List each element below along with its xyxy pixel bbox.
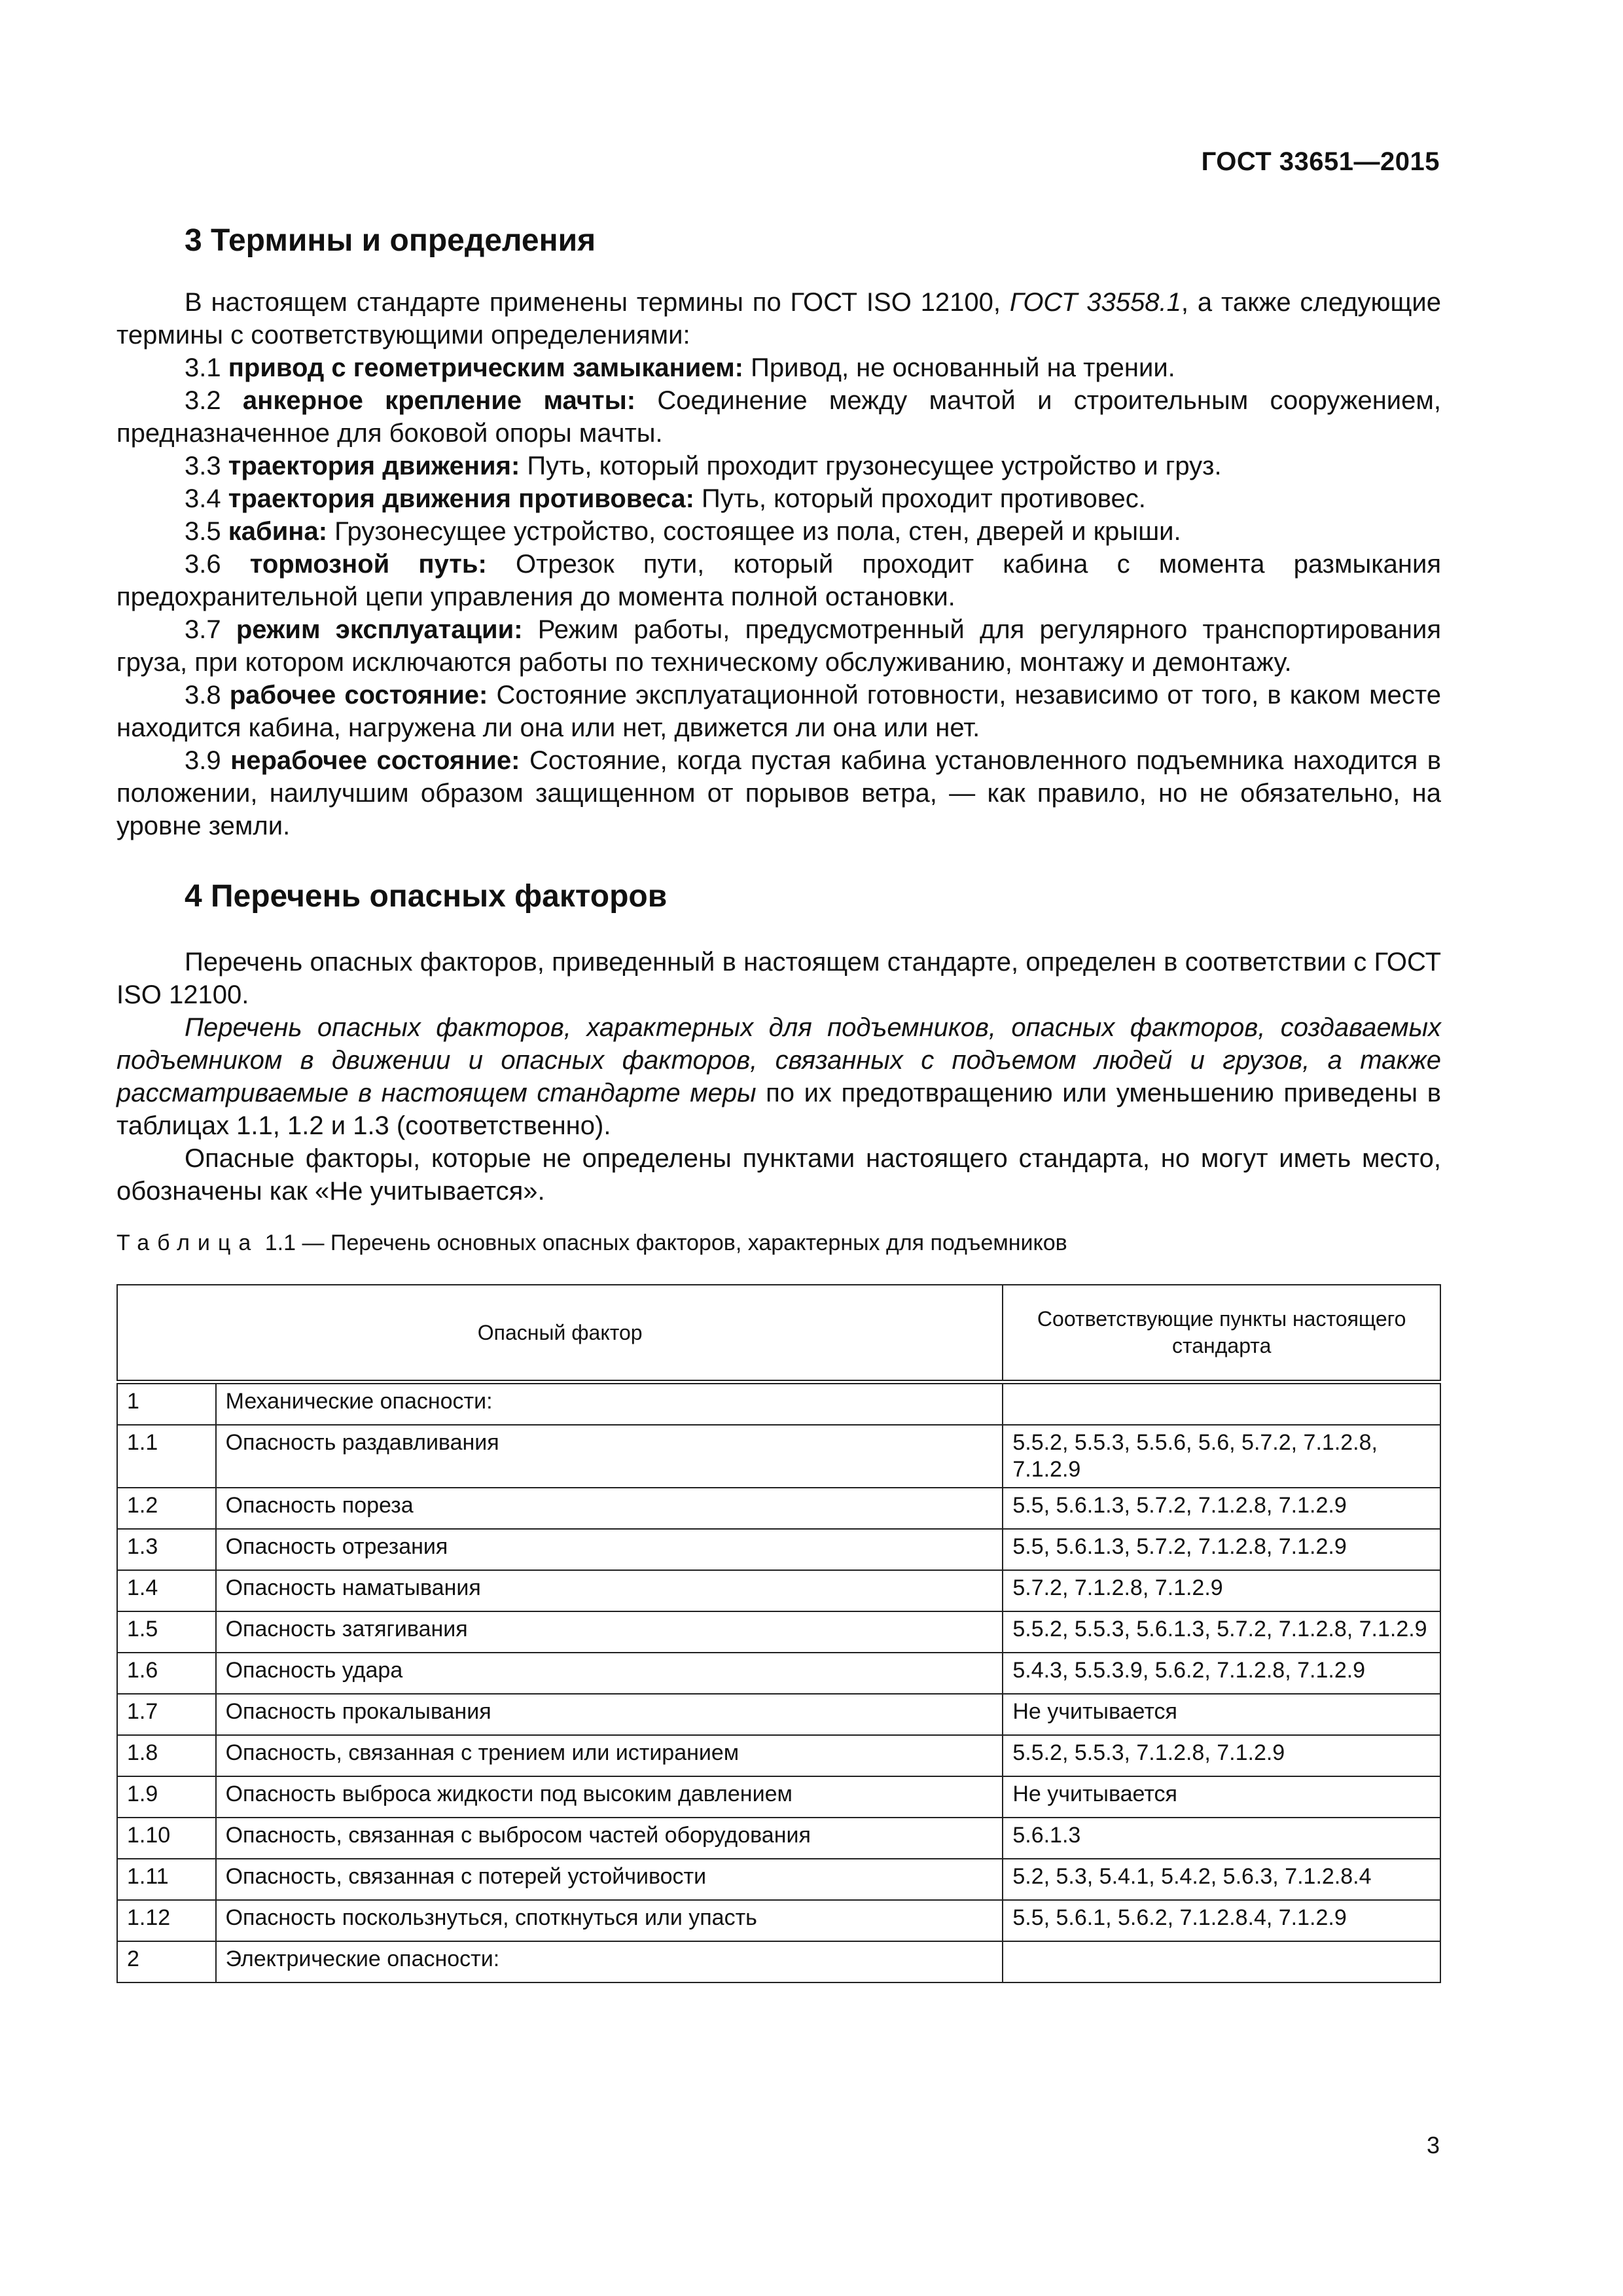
cell-num: 1.1	[117, 1425, 216, 1488]
terms-list	[116, 351, 1441, 842]
term-definition	[116, 351, 1441, 384]
cell-name: Опасность затягивания	[216, 1611, 1003, 1653]
term-name: режим эксплуатации:	[236, 615, 523, 644]
cell-name: Опасность пореза	[216, 1488, 1003, 1529]
term-text: Соединение между мачтой и строительным сооружением, предназначенное для боковой опоры мачты.	[116, 386, 1441, 448]
term-name: тормозной путь:	[249, 550, 487, 579]
cell-num: 1.6	[117, 1653, 216, 1694]
cell-refs: Не учитывается	[1003, 1694, 1440, 1735]
cell-name: Опасность, связанная с потерей устойчивости	[216, 1859, 1003, 1900]
table-row	[117, 1529, 1440, 1570]
header-hazard: Опасный фактор	[117, 1285, 1003, 1382]
term-definition	[116, 679, 1441, 744]
term-name: рабочее состояние:	[229, 681, 488, 709]
table-row	[117, 1818, 1440, 1859]
cell-refs: 5.6.1.3	[1003, 1818, 1440, 1859]
cell-name: Опасность, связанная с выбросом частей оборудования	[216, 1818, 1003, 1859]
cell-num: 1.7	[117, 1694, 216, 1735]
table-row	[117, 1382, 1440, 1426]
term-definition	[116, 613, 1441, 679]
table-row	[117, 1694, 1440, 1735]
term-number: 3.4	[185, 484, 221, 513]
term-number: 3.2	[185, 386, 221, 415]
cell-refs: 5.5.2, 5.5.3, 5.6.1.3, 5.7.2, 7.1.2.8, 7.1.2.9	[1003, 1611, 1440, 1653]
term-text: Грузонесущее устройство, состоящее из пола, стен, дверей и крыши.	[327, 517, 1181, 546]
term-text: Состояние эксплуатационной готовности, независимо от того, в каком месте находится кабина, нагружена ли она или нет, движется ли она или нет.	[116, 681, 1441, 742]
cell-num: 1.10	[117, 1818, 216, 1859]
cell-name: Электрические опасности:	[216, 1941, 1003, 1982]
term-number: 3.7	[185, 615, 221, 644]
term-name: анкерное крепление мачты:	[242, 386, 636, 415]
cell-num: 1.9	[117, 1776, 216, 1818]
section-3-intro: В настоящем стандарте применены термины по ГОСТ ISO 12100, ГОСТ 33558.1, а также следующие термины с соответствующими определениями:	[116, 288, 1441, 350]
cell-name: Опасность отрезания	[216, 1529, 1003, 1570]
term-name: траектория движения противовеса:	[228, 484, 694, 513]
term-definition	[116, 482, 1441, 515]
cell-refs: 5.4.3, 5.5.3.9, 5.6.2, 7.1.2.8, 7.1.2.9	[1003, 1653, 1440, 1694]
term-definition	[116, 515, 1441, 548]
term-number: 3.3	[185, 452, 221, 480]
section-4-heading: 4 Перечень опасных факторов	[185, 879, 668, 914]
cell-num: 1.5	[117, 1611, 216, 1653]
term-name: нерабочее состояние:	[230, 746, 520, 775]
page-number: 3	[1426, 2132, 1440, 2159]
cell-num: 1.8	[117, 1735, 216, 1776]
table-row	[117, 1570, 1440, 1611]
section-4-paragraph: Опасные факторы, которые не определены пунктами настоящего стандарта, но могут иметь место, обозначены как «Не учитывается».	[116, 1144, 1441, 1206]
cell-num: 1.12	[117, 1900, 216, 1941]
table-header-row	[117, 1285, 1440, 1382]
cell-num: 1.11	[117, 1859, 216, 1900]
standard-code: ГОСТ 33651—2015	[1201, 147, 1440, 176]
header-refs: Соответствующие пункты настоящего стандарта	[1003, 1285, 1440, 1382]
cell-name: Опасность удара	[216, 1653, 1003, 1694]
cell-refs: 5.2, 5.3, 5.4.1, 5.4.2, 5.6.3, 7.1.2.8.4	[1003, 1859, 1440, 1900]
term-number: 3.1	[185, 353, 221, 382]
table-row	[117, 1859, 1440, 1900]
cell-refs: 5.7.2, 7.1.2.8, 7.1.2.9	[1003, 1570, 1440, 1611]
table-row	[117, 1941, 1440, 1982]
term-text: Путь, который проходит противовес.	[694, 484, 1146, 513]
term-name: кабина:	[228, 517, 328, 546]
cell-num: 1.3	[117, 1529, 216, 1570]
term-text: Путь, который проходит грузонесущее устройство и груз.	[520, 452, 1222, 480]
cell-name: Опасность выброса жидкости под высоким давлением	[216, 1776, 1003, 1818]
term-text: Отрезок пути, который проходит кабина с момента размыкания предохранительной цепи управления до момента полной остановки.	[116, 550, 1441, 611]
cell-name: Опасность поскользнуться, споткнуться или упасть	[216, 1900, 1003, 1941]
term-name: привод с геометрическим замыканием:	[228, 353, 743, 382]
term-definition	[116, 384, 1441, 450]
table-row	[117, 1900, 1440, 1941]
term-text: Режим работы, предусмотренный для регулярного транспортирования груза, при котором исключаются работы по техническому обслуживанию, монтажу и демонтажу.	[116, 615, 1441, 677]
section-4-body	[116, 946, 1441, 1208]
term-number: 3.5	[185, 517, 221, 546]
cell-num: 1.4	[117, 1570, 216, 1611]
cell-num: 1	[117, 1382, 216, 1426]
cell-refs: 5.5.2, 5.5.3, 7.1.2.8, 7.1.2.9	[1003, 1735, 1440, 1776]
cell-name: Механические опасности:	[216, 1382, 1003, 1426]
cell-num: 1.2	[117, 1488, 216, 1529]
cell-num: 2	[117, 1941, 216, 1982]
cell-refs: Не учитывается	[1003, 1776, 1440, 1818]
hazards-table	[116, 1284, 1441, 1983]
table-row	[117, 1488, 1440, 1529]
section-4-paragraph: Перечень опасных факторов, приведенный в настоящем стандарте, определен в соответствии с ГОСТ ISO 12100.	[116, 948, 1441, 1009]
section-3-heading: 3 Термины и определения	[185, 223, 596, 258]
term-number: 3.9	[185, 746, 221, 775]
term-name: траектория движения:	[228, 452, 520, 480]
cell-refs	[1003, 1941, 1440, 1982]
cell-name: Опасность наматывания	[216, 1570, 1003, 1611]
cell-refs: 5.5, 5.6.1, 5.6.2, 7.1.2.8.4, 7.1.2.9	[1003, 1900, 1440, 1941]
term-number: 3.6	[185, 550, 221, 579]
term-text: Привод, не основанный на трении.	[743, 353, 1175, 382]
term-definition	[116, 744, 1441, 842]
table-row	[117, 1611, 1440, 1653]
section-3-body	[116, 286, 1441, 842]
cell-name: Опасность, связанная с трением или истиранием	[216, 1735, 1003, 1776]
cell-refs: 5.5.2, 5.5.3, 5.5.6, 5.6, 5.7.2, 7.1.2.8, 7.1.2.9	[1003, 1425, 1440, 1488]
cell-name: Опасность прокалывания	[216, 1694, 1003, 1735]
cell-refs: 5.5, 5.6.1.3, 5.7.2, 7.1.2.8, 7.1.2.9	[1003, 1488, 1440, 1529]
table-row	[117, 1425, 1440, 1488]
table-row	[117, 1735, 1440, 1776]
term-definition	[116, 548, 1441, 613]
term-number: 3.8	[185, 681, 221, 709]
cell-refs: 5.5, 5.6.1.3, 5.7.2, 7.1.2.8, 7.1.2.9	[1003, 1529, 1440, 1570]
section-4-paragraph: Перечень опасных факторов, характерных для подъемников, опасных факторов, создаваемых подъемником в движении и опасных факторов, связанных с подъемом людей и грузов, а также рассматриваемые в настоящем стандарте меры по их предотвращению или уменьшению приведены в таблицах 1.1, 1.2 и 1.3 (соответственно).	[116, 1013, 1441, 1140]
term-definition	[116, 450, 1441, 482]
cell-refs	[1003, 1382, 1440, 1426]
cell-name: Опасность раздавливания	[216, 1425, 1003, 1488]
table-row	[117, 1776, 1440, 1818]
table-caption: Таблица 1.1 — Перечень основных опасных факторов, характерных для подъемников	[116, 1230, 1067, 1255]
term-text: Состояние, когда пустая кабина установленного подъемника находится в положении, наилучшим образом защищенном от порывов ветра, — как правило, но не обязательно, на уровне земли.	[116, 746, 1441, 840]
table-row	[117, 1653, 1440, 1694]
